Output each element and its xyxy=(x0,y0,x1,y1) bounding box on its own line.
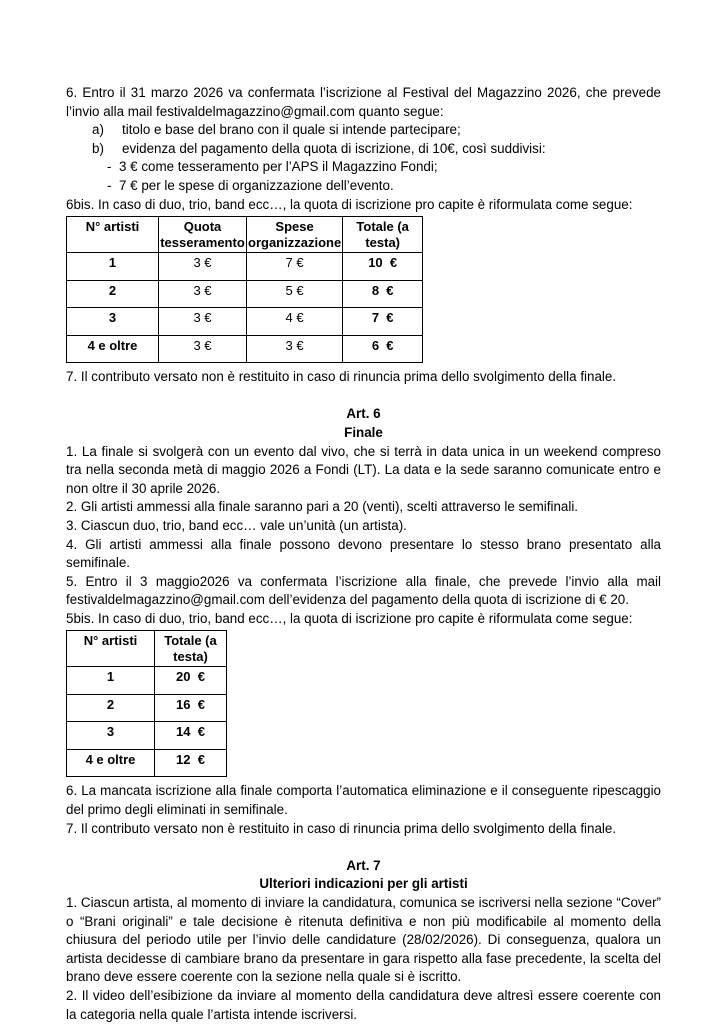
list-item-a-text: titolo e base del brano con il quale si intende partecipare; xyxy=(122,122,461,138)
art7-title: Art. 7 xyxy=(346,857,381,873)
art6-paragraph-7: 7. Il contributo versato non è restituito in caso di rinuncia prima dello svolgimento della finale. xyxy=(66,820,617,836)
table-cell: 4 e oltre xyxy=(67,749,155,777)
art6-paragraph-5bis: 5bis. In caso di duo, trio, band ecc…, la quota di iscrizione pro capite è riformulata come segue: xyxy=(66,610,633,626)
dash-item-2-text: 7 € per le spese di organizzazione dell’evento. xyxy=(119,177,394,193)
art6-paragraph-6: 6. La mancata iscrizione alla finale comporta l’automatica eliminazione e il conseguente ripescaggio del primo degli eliminati in semifinale. xyxy=(66,783,661,818)
table-row xyxy=(67,749,227,777)
table-cell: 1 xyxy=(67,667,155,695)
column-header-n-artisti: N° artisti xyxy=(67,217,159,253)
art7-paragraph-1: 1. Ciascun artista, al momento di inviare la candidatura, comunica se iscriversi nella sezione “Cover” o “Brani originali” e tale decisione è ritenuta definitiva e non più modificabile al momento della chiusura del periodo utile per l’invio delle candidature (28/02/2026). Di conseguenza, qualora un artista decidesse di cambiare brano da presentare in gara rispetto alla fase precedente, la scelta del brano deve essere coerente con la sezione nella quale si è iscritto. xyxy=(66,895,661,985)
blank-line xyxy=(66,387,661,406)
column-header-n-artisti: N° artisti xyxy=(67,631,155,667)
dash-item-1 xyxy=(107,158,661,177)
table-row xyxy=(67,280,423,308)
table-header-row xyxy=(67,217,423,253)
semifinal-fee-table xyxy=(66,216,423,363)
list-item-b-marker: b) xyxy=(92,140,104,156)
final-fee-table xyxy=(66,630,227,777)
table-row xyxy=(67,722,227,750)
blank-line xyxy=(66,838,661,857)
paragraph-6: 6. Entro il 31 marzo 2026 va confermata l’iscrizione al Festival del Magazzino 2026, che prevede l’invio alla mail festivaldelmagazzino@gmail.com quanto segue: xyxy=(66,85,661,119)
table-cell: 3 xyxy=(67,308,159,336)
table-row xyxy=(67,694,227,722)
art6-paragraph-2: 2. Gli artisti ammessi alla finale saranno pari a 20 (venti), scelti attraverso le semifinali. xyxy=(66,499,579,515)
table-cell: 7 € xyxy=(343,308,423,336)
table-cell: 3 € xyxy=(159,335,247,363)
paragraph-6bis: 6bis. In caso di duo, trio, band ecc…, la quota di iscrizione pro capite è riformulata come segue: xyxy=(66,196,633,212)
list-item-a-marker: a) xyxy=(92,122,104,138)
dash-item-2 xyxy=(107,177,661,196)
dash-item-2-marker: - xyxy=(107,177,112,193)
table-cell: 3 xyxy=(67,722,155,750)
art6-subtitle: Finale xyxy=(344,424,383,440)
table-cell: 12 € xyxy=(155,749,227,777)
table-cell: 2 xyxy=(67,280,159,308)
art7-subtitle: Ulteriori indicazioni per gli artisti xyxy=(259,876,468,892)
table-cell: 3 € xyxy=(247,335,343,363)
table-row xyxy=(67,253,423,281)
column-header-totale: Totale (a testa) xyxy=(343,217,423,253)
table-cell: 3 € xyxy=(159,280,247,308)
list-item-b-text: evidenza del pagamento della quota di iscrizione, di 10€, così suddivisi: xyxy=(122,140,546,156)
paragraph-7: 7. Il contributo versato non è restituito in caso di rinuncia prima dello svolgimento della finale. xyxy=(66,369,617,385)
table-cell: 4 e oltre xyxy=(67,335,159,363)
table-cell: 3 € xyxy=(159,308,247,336)
table-cell: 5 € xyxy=(247,280,343,308)
table-cell: 2 xyxy=(67,694,155,722)
table-cell: 3 € xyxy=(159,253,247,281)
column-header-spese-organizzazione: Spese organizzazione xyxy=(247,217,343,253)
table-row xyxy=(67,667,227,695)
table-row xyxy=(67,308,423,336)
art6-title: Art. 6 xyxy=(346,406,381,422)
dash-item-1-marker: - xyxy=(107,159,112,175)
table-cell: 16 € xyxy=(155,694,227,722)
table-cell: 8 € xyxy=(343,280,423,308)
column-header-quota-tesseramento: Quota tesseramento xyxy=(159,217,247,253)
table-cell: 14 € xyxy=(155,722,227,750)
list-item-b xyxy=(92,140,661,159)
art6-paragraph-4: 4. Gli artisti ammessi alla finale possono devono presentare lo stesso brano presentato alla semifinale. xyxy=(66,536,661,571)
dash-item-1-text: 3 € come tesseramento per l’APS il Magazzino Fondi; xyxy=(119,159,438,175)
table-cell: 10 € xyxy=(343,253,423,281)
table-cell: 6 € xyxy=(343,335,423,363)
table-cell: 1 xyxy=(67,253,159,281)
column-header-totale: Totale (a testa) xyxy=(155,631,227,667)
table-cell: 20 € xyxy=(155,667,227,695)
table-row xyxy=(67,335,423,363)
art6-paragraph-5: 5. Entro il 3 maggio2026 va confermata l’iscrizione alla finale, che prevede l’invio alla mail festivaldelmagazzino@gmail.com dell’evidenza del pagamento della quota di iscrizione di € 20. xyxy=(66,573,661,608)
table-cell: 7 € xyxy=(247,253,343,281)
art6-paragraph-3: 3. Ciascun duo, trio, band ecc… vale un’unità (un artista). xyxy=(66,517,407,533)
art6-paragraph-1: 1. La finale si svolgerà con un evento dal vivo, che si terrà in data unica in un weekend compreso tra nella seconda metà di maggio 2026 a Fondi (LT). La data e la sede saranno comunicate entro e non oltre il 30 aprile 2026. xyxy=(66,443,661,496)
table-cell: 4 € xyxy=(247,308,343,336)
list-item-a xyxy=(92,121,661,140)
table-header-row xyxy=(67,631,227,667)
art7-paragraph-2: 2. Il video dell’esibizione da inviare al momento della candidatura deve altresì essere coerente con la categoria nella quale l’artista intende iscriversi. xyxy=(66,988,661,1022)
